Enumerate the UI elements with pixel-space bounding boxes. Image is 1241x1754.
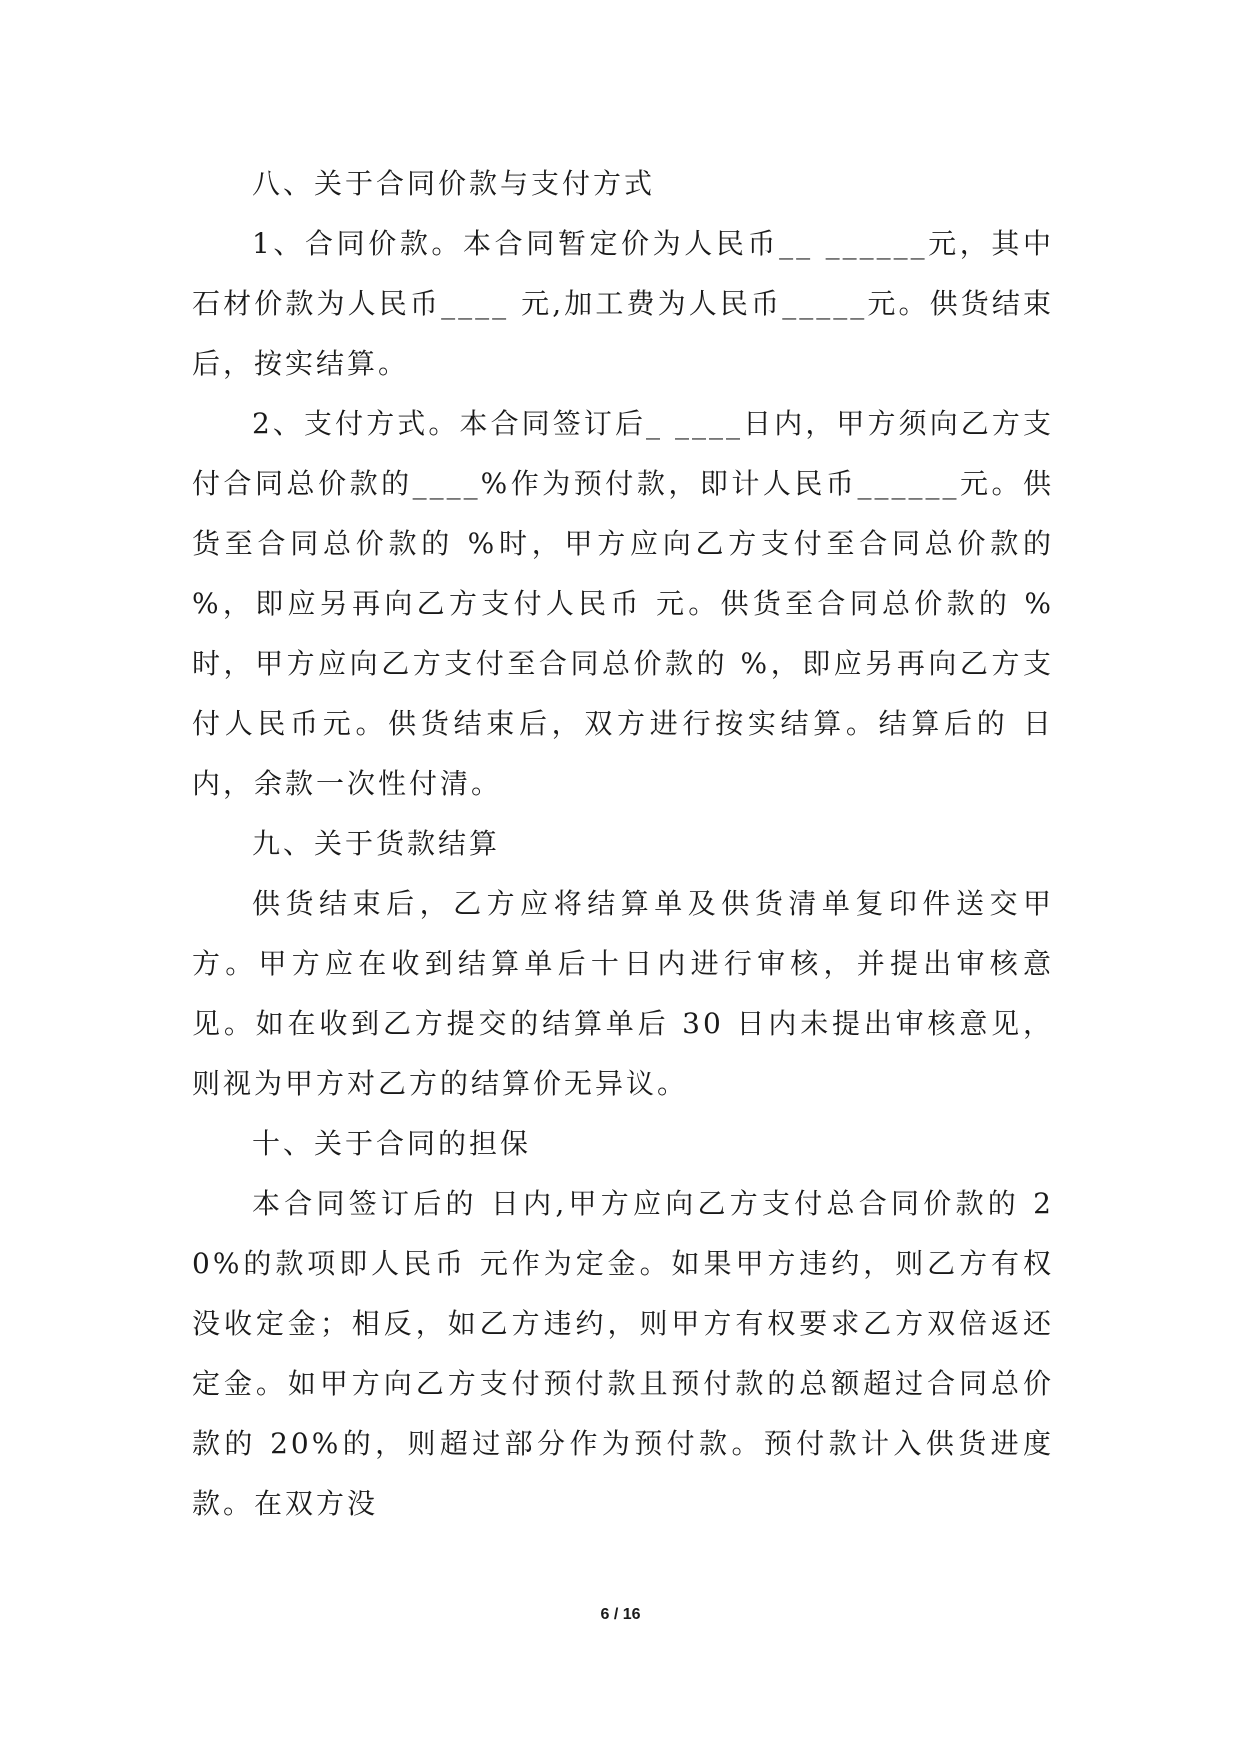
paragraph-contract-price: 1、合同价款。本合同暂定价为人民币__ ______元，其中石材价款为人民币____ 元,加工费为人民币_____元。供货结束后，按实结算。 <box>192 227 1054 380</box>
paragraph-guarantee: 本合同签订后的 日内,甲方应向乙方支付总合同价款的 20%的款项即人民币 元作为定金。如果甲方违约，则乙方有权没收定金；相反，如乙方违约，则甲方有权要求乙方双倍返还定金。如甲方向乙方支付预付款且预付款的总额超过合同总价款的 20%的，则超过部分作为预付款。预付款计入供货进度款。在双方没 <box>192 1187 1054 1520</box>
section-heading-8: 八、关于合同价款与支付方式 <box>252 167 656 200</box>
document-body <box>192 154 1066 1534</box>
paragraph-payment-method: 2、支付方式。本合同签订后_ ____日内，甲方须向乙方支付合同总价款的____%作为预付款，即计人民币______元。供货至合同总价款的 %时，甲方应向乙方支付至合同总价款的 %，即应另再向乙方支付人民币 元。供货至合同总价款的 %时，甲方应向乙方支付至合同总价款的 %，即应另再向乙方支付人民币元。供货结束后，双方进行按实结算。结算后的 日内，余款一次性付清。 <box>192 407 1066 800</box>
paragraph-settlement: 供货结束后，乙方应将结算单及供货清单复印件送交甲方。甲方应在收到结算单后十日内进行审核，并提出审核意见。如在收到乙方提交的结算单后 30 日内未提出审核意见，则视为甲方对乙方的结算价无异议。 <box>192 887 1054 1100</box>
page-number: 6 / 16 <box>600 1606 641 1623</box>
section-heading-9: 九、关于货款结算 <box>252 827 501 860</box>
section-heading-10: 十、关于合同的担保 <box>252 1127 532 1160</box>
